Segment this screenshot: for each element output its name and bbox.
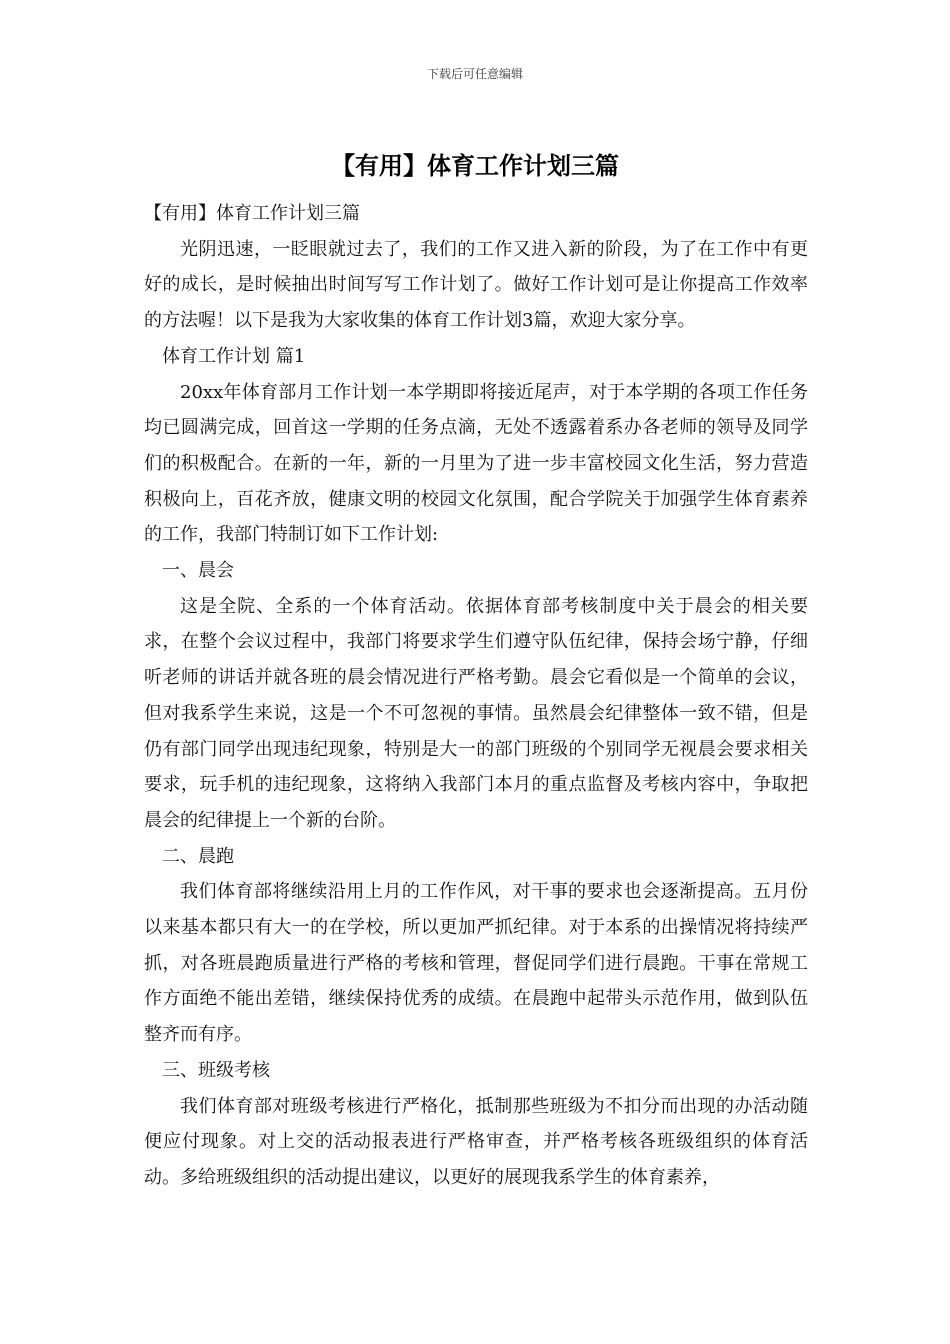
paragraph-intro: 光阴迅速，一眨眼就过去了，我们的工作又进入新的阶段，为了在工作中有更好的成长，是时候抽出时间写写工作计划了。做好工作计划可是让你提高工作效率的方法喔！以下是我为大家收集的体育工作计划3篇，欢迎大家分享。 [144, 238, 808, 332]
paragraph-morning-run: 我们体育部将继续沿用上月的工作作风，对干事的要求也会逐渐提高。五月份以来基本都只有大一的在学校，所以更加严抓纪律。对于本系的出操情况将持续严抓，对各班晨跑质量进行严格的考核和管理，督促同学们进行晨跑。干事在常规工作方面绝不能出差错，继续保持优秀的成绩。在晨跑中起带头示范作用，做到队伍整齐而有序。 [144, 881, 808, 1046]
section-heading-plan-1: 体育工作计划 篇1 [162, 345, 306, 367]
section-heading-class-assessment: 三、班级考核 [162, 1059, 270, 1081]
section-heading-morning-run: 二、晨跑 [162, 845, 234, 867]
paragraph-class-assessment: 我们体育部对班级考核进行严格化，抵制那些班级为不扣分而出现的办活动随便应付现象。对上交的活动报表进行严格审查，并严格考核各班级组织的体育活动。多给班级组织的活动提出建议，以更好的展现我系学生的体育素养， [144, 1095, 808, 1188]
header-note: 下载后可任意编辑 [426, 67, 523, 81]
document-title: 【有用】体育工作计划三篇 [331, 152, 619, 180]
paragraph-morning-meeting: 这是全院、全系的一个体育活动。依据体育部考核制度中关于晨会的相关要求，在整个会议过程中，我部门将要求学生们遵守队伍纪律，保持会场宁静，仔细听老师的讲话并就各班的晨会情况进行严格考勤。晨会它看似是一个简单的会议，但对我系学生来说，这是一个不可忽视的事情。虽然晨会纪律整体一致不错，但是仍有部门同学出现违纪现象，特别是大一的部门班级的个别同学无视晨会要求相关要求，玩手机的违纪现象，这将纳入我部门本月的重点监督及考核内容中，争取把晨会的纪律提上一个新的台阶。 [144, 595, 808, 831]
document-body [144, 196, 808, 1196]
section-heading-morning-meeting: 一、晨会 [162, 560, 234, 582]
document-subtitle: 【有用】体育工作计划三篇 [144, 203, 360, 224]
paragraph-plan-intro: 20xx年体育部月工作计划一本学期即将接近尾声，对于本学期的各项工作任务均已圆满完成，回首这一学期的任务点滴，无处不透露着系办各老师的领导及同学们的积极配合。在新的一年，新的一月里为了进一步丰富校园文化生活，努力营造积极向上，百花齐放，健康文明的校园文化氛围，配合学院关于加强学生体育素养的工作，我部门特制订如下工作计划: [144, 381, 808, 546]
